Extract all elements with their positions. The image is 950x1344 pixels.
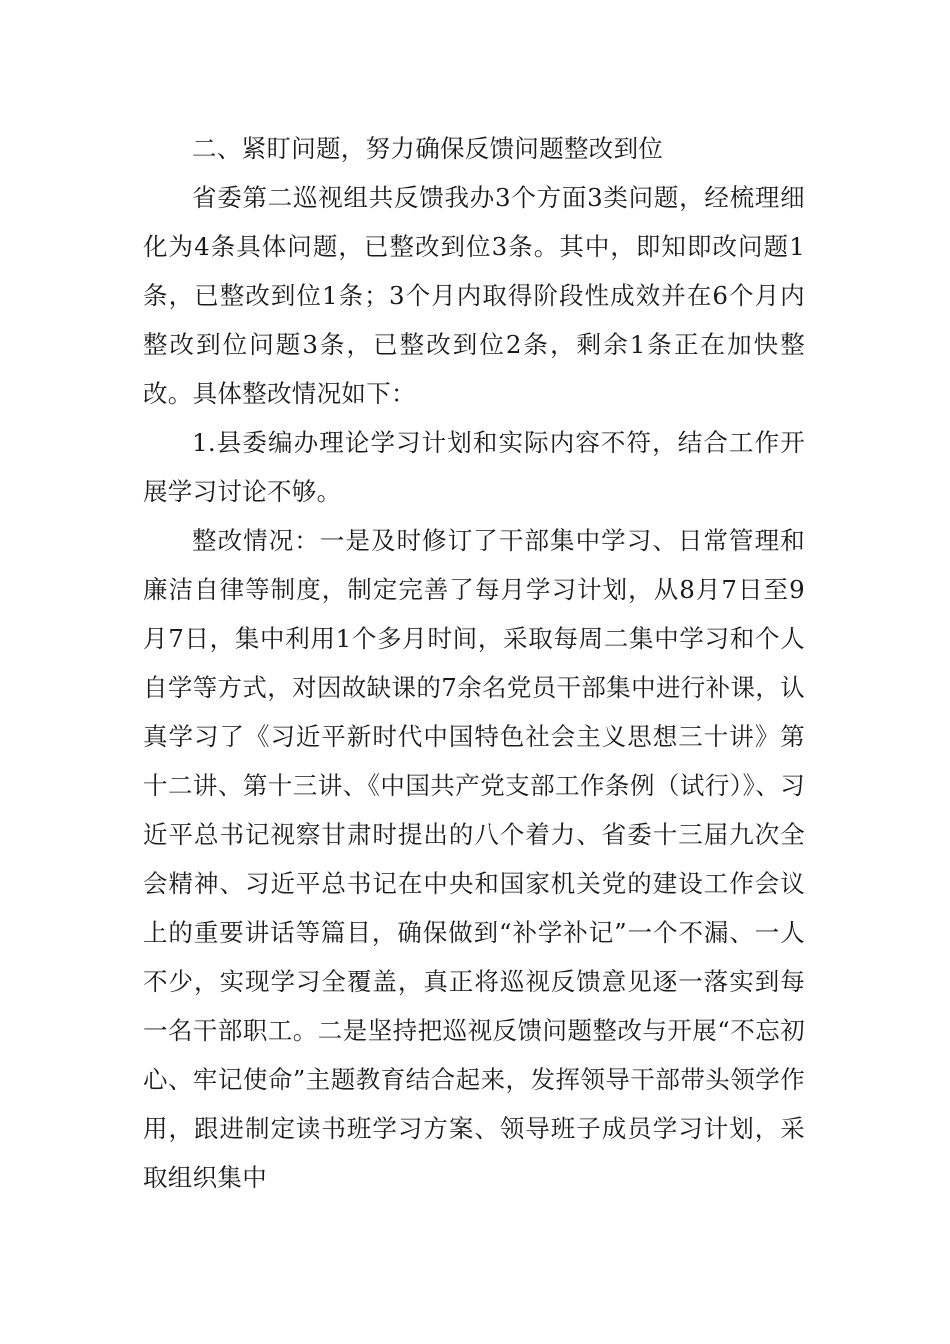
paragraph-issue-1: 1.县委编办理论学习计划和实际内容不符，结合工作开展学习讨论不够。 [143,428,805,506]
paragraph-summary: 省委第二巡视组共反馈我办3个方面3类问题，经梳理细化为4条具体问题，已整改到位3条。其中，即知即改问题1条，已整改到位1条；3个月内取得阶段性成效并在6个月内整改到位问题3条，已整改到位2条，剩余1条正在加快整改。具体整改情况如下： [143,183,805,408]
paragraph-rectification: 整改情况：一是及时修订了干部集中学习、日常管理和廉洁自律等制度，制定完善了每月学习计划，从8月7日至9月7日，集中利用1个多月时间，采取每周二集中学习和个人自学等方式，对因故缺课的7余名党员干部集中进行补课，认真学习了《习近平新时代中国特色社会主义思想三十讲》第十二讲、第十三讲、《中国共产党支部工作条例（试行）》、习近平总书记视察甘肃时提出的八个着力、省委十三届九次全会精神、习近平总书记在中央和国家机关党的建设工作会议上的重要讲话等篇目，确保做到“补学补记”一个不漏、一人不少，实现学习全覆盖，真正将巡视反馈意见逐一落实到每一名干部职工。二是坚持把巡视反馈问题整改与开展“不忘初心、牢记使命”主题教育结合起来，发挥领导干部带头领学作用，跟进制定读书班学习方案、领导班子成员学习计划，采取组织集中 [143,526,805,1192]
document-body [143,124,805,1202]
section-heading: 二、紧盯问题，努力确保反馈问题整改到位 [192,134,664,163]
